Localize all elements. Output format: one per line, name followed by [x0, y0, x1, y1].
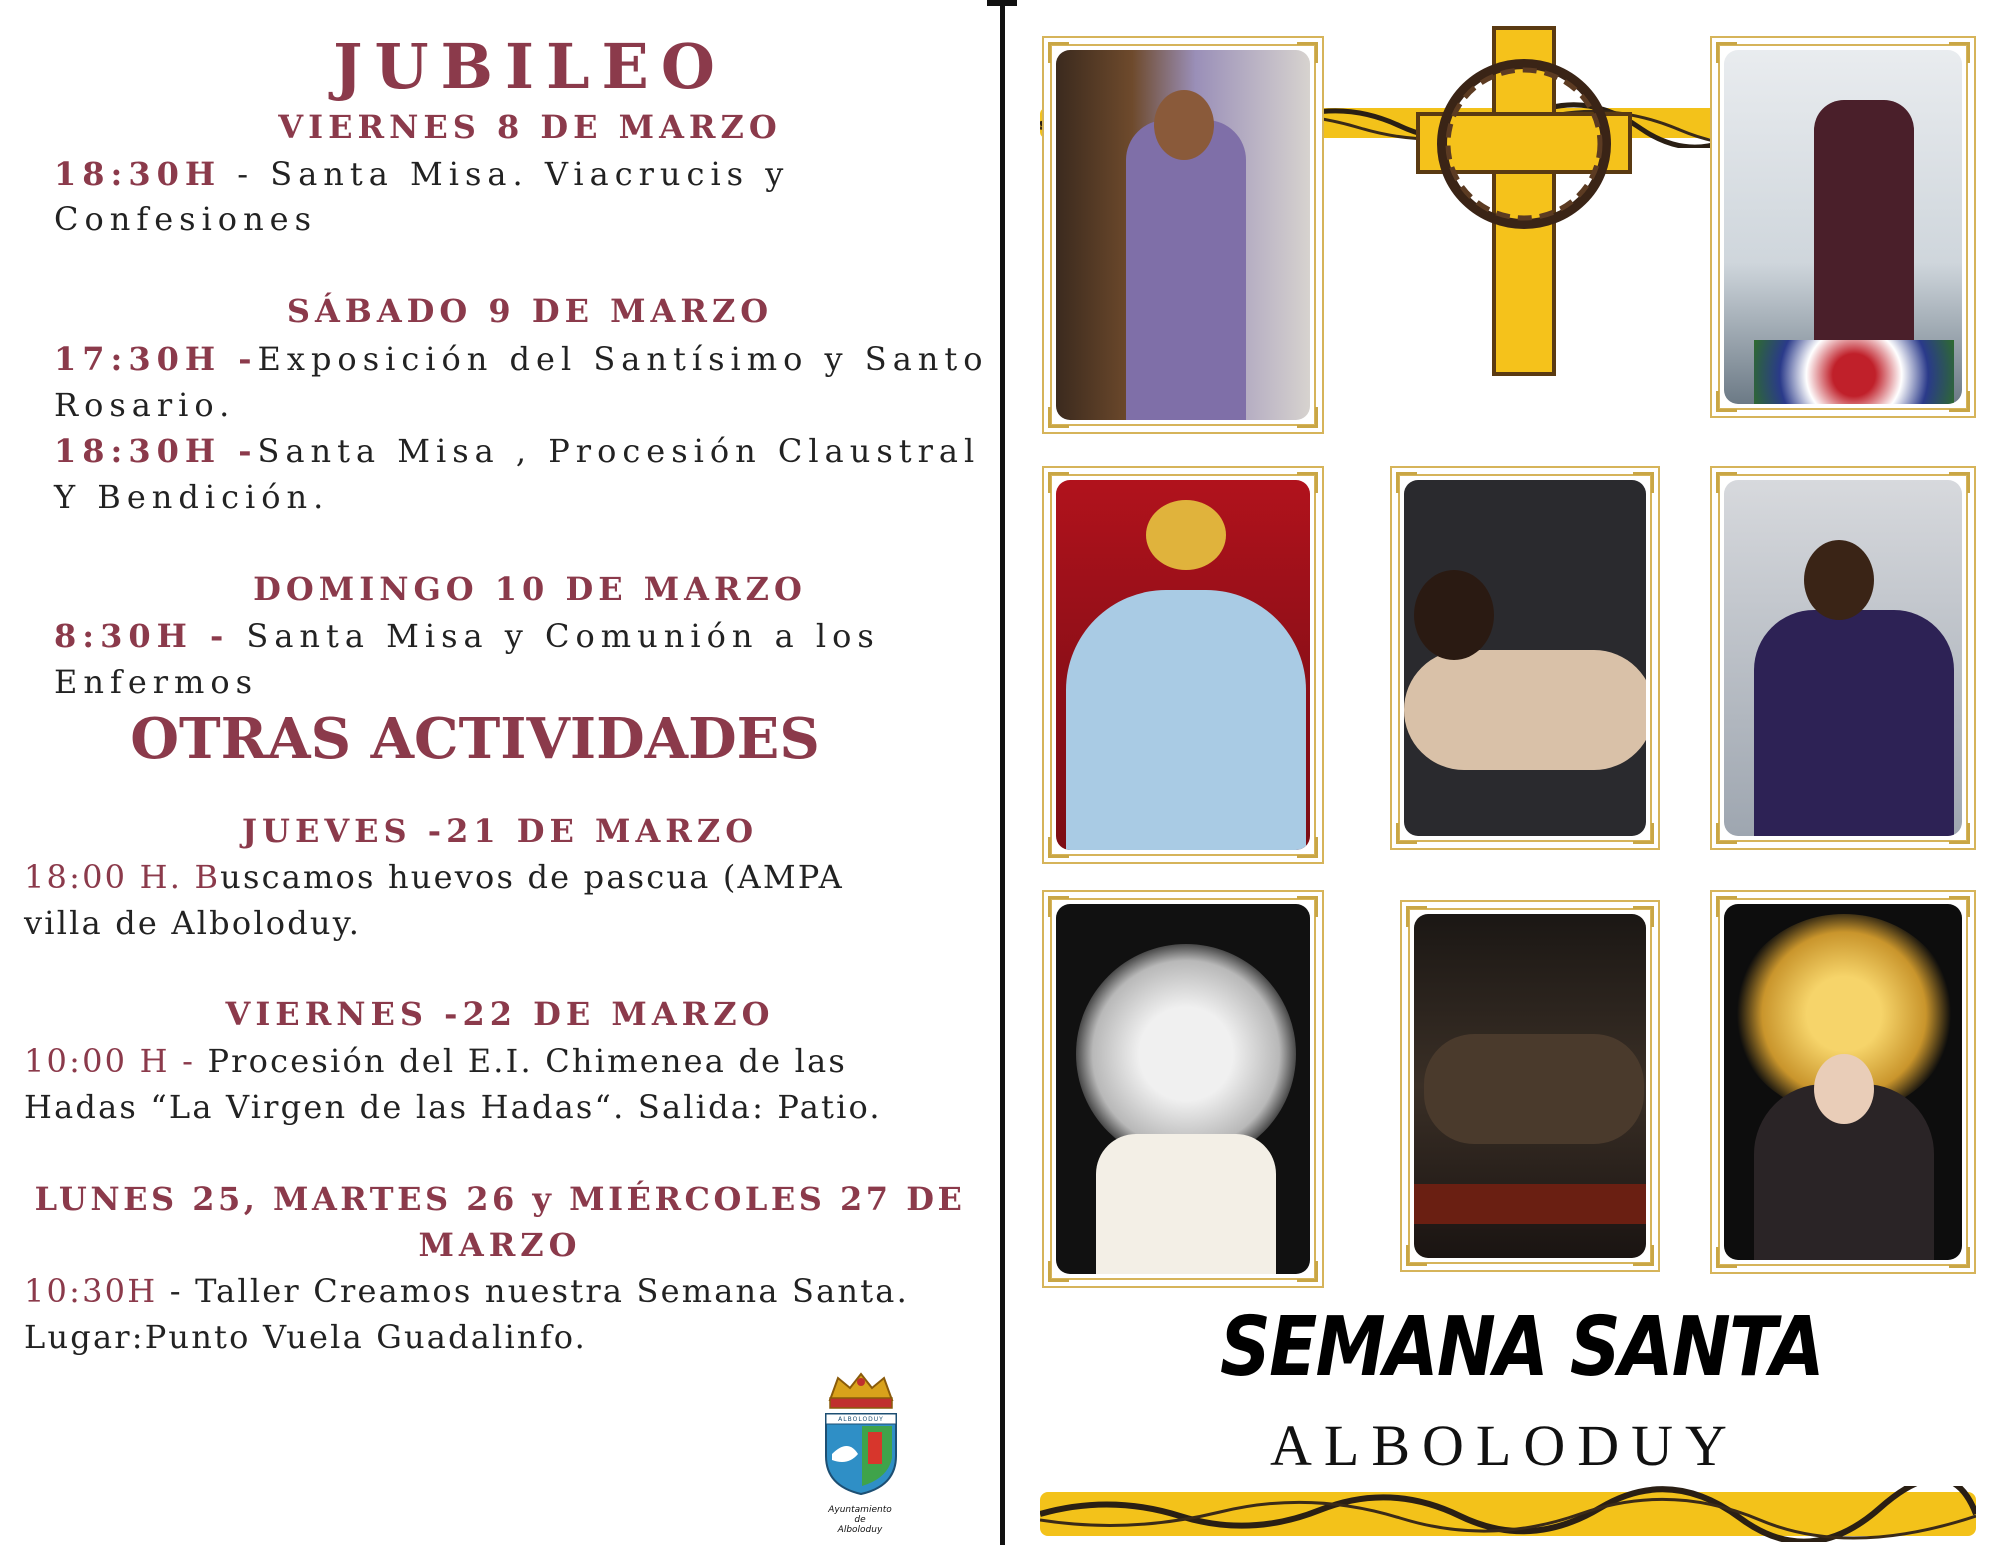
cover-subtitle: ALBOLODUY — [1270, 1413, 1739, 1478]
photo-saint-john — [1710, 36, 1976, 418]
page-divider — [1000, 0, 1005, 1545]
photo-cristo-yacente — [1390, 466, 1660, 850]
logo-caption-line1: Ayuntamiento — [828, 1505, 892, 1515]
event-text: Santa Misa y Comunión a los — [246, 617, 880, 655]
date-viernes-22: VIERNES -22 DE MARZO — [225, 995, 775, 1033]
date-lunes-25-cont: MARZO — [418, 1226, 582, 1264]
date-viernes-8: VIERNES 8 DE MARZO — [278, 108, 782, 146]
activity-line — [24, 1042, 847, 1080]
photo-virgin-silver — [1042, 890, 1324, 1288]
event-sep: - — [221, 432, 258, 470]
program-page — [0, 0, 1000, 1545]
cross-icon — [1410, 22, 1636, 378]
event-time: 8:30H — [54, 617, 193, 655]
event-line-cont: Y Bendición. — [54, 478, 330, 516]
cover-title: SEMANA SANTA — [1220, 1300, 1823, 1395]
otras-actividades-title: OTRAS ACTIVIDADES — [130, 706, 820, 772]
event-line-cont: Enfermos — [54, 663, 259, 701]
logo-caption — [820, 1505, 900, 1535]
event-sep: - — [221, 340, 258, 378]
thorn-band-bottom — [1040, 1486, 1976, 1542]
logo-caption-line3: Alboloduy — [837, 1525, 883, 1535]
event-line — [54, 432, 980, 470]
event-sep: - — [221, 155, 271, 193]
date-lunes-25: LUNES 25, MARTES 26 y MIÉRCOLES 27 DE — [34, 1180, 966, 1218]
activity-time: 10:00 H - — [24, 1042, 208, 1080]
event-line — [54, 340, 989, 378]
coat-band-text: ALBOLODUY — [838, 1416, 884, 1423]
photo-nazareno-cross — [1710, 466, 1976, 850]
event-line-cont: Confesiones — [54, 200, 318, 238]
event-line-cont: Rosario. — [54, 386, 236, 424]
photo-virgin-blue — [1042, 466, 1324, 864]
activity-line-cont: Lugar:Punto Vuela Guadalinfo. — [24, 1318, 588, 1356]
date-jueves-21: JUEVES -21 DE MARZO — [241, 812, 759, 850]
event-text: Santa Misa , Procesión Claustral — [257, 432, 981, 470]
activity-text: - Taller Creamos nuestra Semana Santa. — [157, 1272, 909, 1310]
activity-time: 10:30H — [24, 1272, 158, 1310]
event-time: 18:30H — [54, 432, 222, 470]
photo-cristo-urna — [1400, 900, 1660, 1272]
photo-nazareno-purple — [1042, 36, 1324, 434]
date-sabado-9: SÁBADO 9 DE MARZO — [286, 292, 774, 330]
activity-time: 18:00 H. B — [24, 858, 221, 896]
event-sep: - — [192, 617, 247, 655]
town-coat-of-arms-icon — [818, 1370, 904, 1505]
event-line — [54, 155, 789, 193]
event-time: 18:30H — [54, 155, 222, 193]
activity-line — [24, 858, 844, 896]
activity-line-cont: Hadas “La Virgen de las Hadas“. Salida: Patio. — [24, 1088, 882, 1126]
event-line — [54, 617, 880, 655]
jubileo-title: JUBILEO — [333, 30, 727, 103]
event-text: Santa Misa. Viacrucis y — [270, 155, 790, 193]
logo-caption-line2: de — [854, 1515, 866, 1525]
date-domingo-10: DOMINGO 10 DE MARZO — [253, 570, 807, 608]
activity-text: Procesión del E.I. Chimenea de las — [207, 1042, 847, 1080]
photo-virgin-gold-crown — [1710, 890, 1976, 1274]
activity-line — [24, 1272, 909, 1310]
activity-line-cont: villa de Alboloduy. — [24, 904, 362, 942]
activity-text: uscamos huevos de pascua (AMPA — [220, 858, 844, 896]
event-text: Exposición del Santísimo y Santo — [257, 340, 989, 378]
event-time: 17:30H — [54, 340, 222, 378]
